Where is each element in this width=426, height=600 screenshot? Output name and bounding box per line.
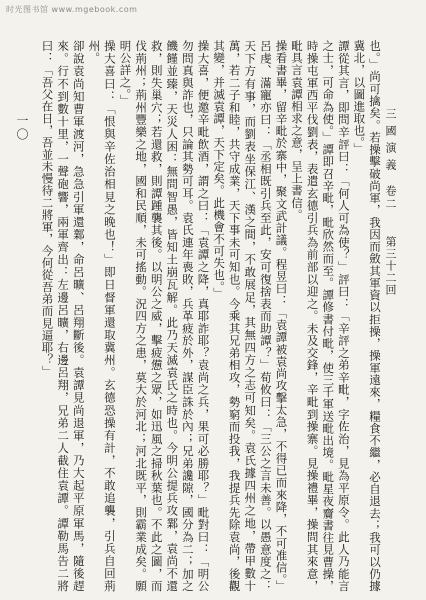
paragraph: 操大喜，便邀辛毗飲酒，謂之曰：「袁譚之降，真耶詐耶？袁尚之兵，果可必勝耶？」毗對曰：「明公勿問真與詐也，只論其勢可耳。袁氏連年喪敗，兵革疲於外，謀臣誅於內；兄弟讒隙，國分為二；加之饑饉並臻，天災人困：無問智愚，皆知土崩瓦解。此乃天滅袁氏之時也。今明公提兵攻鄴，袁尚不還救，則失巢穴；若還救，則譚踵襲其後。以明公之威，擊疲憊之眾，如迅風之掃秋葉也。不此之圖，而伐荊州；荊州豐樂之地，國和民順，未可搖動。況四方之患，莫大於河北；河北既平，則霸業成矣。願明公詳之。」 bbox=[118, 40, 211, 592]
body-text bbox=[42, 40, 382, 592]
paragraph: 卻說袁尚知曹軍渡河，急急引軍還鄴，命呂曠、呂翔斷後。袁譚見尚退軍，乃大起平原軍馬，隨後趕來。行不到數十里，一聲砲響，兩軍齊出：左邊呂曠，右邊呂翔，兄弟二人截住袁譚。譚勒馬告二將曰：「吾父在日，吾並未慢待二將軍，今何從吾弟而見逼耶？」 bbox=[40, 40, 86, 592]
book-title: 三國演義 bbox=[384, 108, 397, 176]
paragraph: 操大喜曰：「恨與辛佐治相見之晚也！」即日督軍還取冀州。玄德恐操有計，不敢追襲，引兵自回荊州。 bbox=[87, 40, 117, 592]
chapter-label: 第三十二回 bbox=[384, 236, 397, 296]
volume-label: 卷二 bbox=[384, 185, 397, 211]
paragraph: 操看書畢，留辛毗於寨中，聚文武計議。程昱曰：「袁譚被袁尚攻擊太急，不得已而來降，不可准信。」呂虔、滿寵亦曰：「丞相既引兵至此，安可復捨表而助譚？」荀攸曰：「三公之言未善。以愚意度之：天下方有事，而劉表坐保江、漢之間，不敢展足，其無四方之志可知矣。袁氏據四州之地，帶甲數十萬，若二子和睦，共守成業，天下事未可知也。今乘其兄弟相攻，勢窮而投我，我提兵先除袁尚，後觀其變，并滅袁譚，天下定矣。此機會不可失也。」 bbox=[212, 40, 289, 592]
watermark-text: 时光图书馆 www.mgebook.com bbox=[6, 5, 138, 14]
paragraph: 也。」尚可擒矣。若操擊破尚軍，我因而斂其軍資以拒操，操軍遠來，糧食不繼，必自退去；我可以仍據冀北，以圖進取也。」 bbox=[352, 40, 382, 592]
paragraph: 譚從其言，即問辛評曰：「何人可為使？」評曰：「辛評之弟辛毗，字佐治，見為平原令。此人乃能言之士，可命為使。」譚即召辛毗，毗欣然而至。譚修書付毗，使三千軍送毗出境。毗星夜齎書往見曹操，時操屯軍西平伐劉表，表遣玄德引兵為前部以迎之。未及交鋒，辛毗到操寨。見操禮畢，操問其來意，毗具言袁譚相求之意，呈上書信。 bbox=[290, 40, 351, 592]
page-number: 一〇 bbox=[15, 114, 29, 142]
